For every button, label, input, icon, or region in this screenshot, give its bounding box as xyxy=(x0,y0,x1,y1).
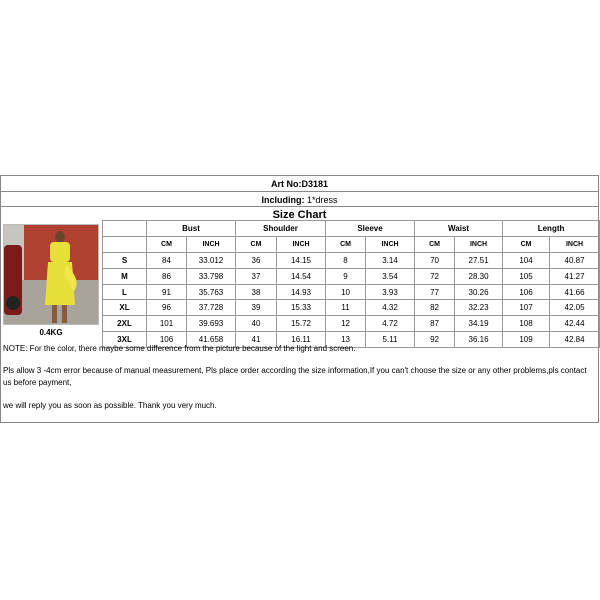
measurement-cell: 14.93 xyxy=(277,284,326,300)
measurement-cell: 28.30 xyxy=(455,268,503,284)
divider xyxy=(1,191,598,192)
measurement-cell: 91 xyxy=(147,284,187,300)
measurement-cell: 35.763 xyxy=(187,284,236,300)
table-corner-cell xyxy=(103,221,147,237)
measurement-cell: 96 xyxy=(147,300,187,316)
size-label: 3XL xyxy=(103,332,147,348)
measurement-cell: 106 xyxy=(503,284,550,300)
measurement-cell: 15.33 xyxy=(277,300,326,316)
table-row xyxy=(103,316,600,332)
measurement-cell: 108 xyxy=(503,316,550,332)
group-header: Sleeve xyxy=(326,221,415,237)
divider xyxy=(1,206,598,207)
measurement-cell: 36.16 xyxy=(455,332,503,348)
measurement-cell: 86 xyxy=(147,268,187,284)
color-note: NOTE: For the color, there maybe some difference from the picture because of the light and screen. xyxy=(3,344,356,353)
unit-header: INCH xyxy=(187,236,236,252)
measurement-cell: 41 xyxy=(236,332,277,348)
size-label: XL xyxy=(103,300,147,316)
measurement-cell: 4.32 xyxy=(366,300,415,316)
measurement-cell: 37.728 xyxy=(187,300,236,316)
measurement-cell: 104 xyxy=(503,252,550,268)
measurement-cell: 109 xyxy=(503,332,550,348)
unit-header: CM xyxy=(415,236,455,252)
product-weight: 0.4KG xyxy=(39,328,63,337)
size-chart-table xyxy=(102,220,600,348)
group-header: Waist xyxy=(415,221,503,237)
measurement-cell: 41.658 xyxy=(187,332,236,348)
measurement-cell: 42.05 xyxy=(550,300,600,316)
measurement-cell: 38 xyxy=(236,284,277,300)
unit-header: INCH xyxy=(366,236,415,252)
unit-header: CM xyxy=(326,236,366,252)
measurement-cell: 14.15 xyxy=(277,252,326,268)
including-value: 1*dress xyxy=(307,195,338,205)
measurement-cell: 39.693 xyxy=(187,316,236,332)
measurement-cell: 16.11 xyxy=(277,332,326,348)
measurement-cell: 41.66 xyxy=(550,284,600,300)
unit-header: INCH xyxy=(550,236,600,252)
measurement-cell: 32.23 xyxy=(455,300,503,316)
measurement-cell: 3.93 xyxy=(366,284,415,300)
measurement-cell: 9 xyxy=(326,268,366,284)
measurement-cell: 87 xyxy=(415,316,455,332)
reply-note: we will reply you as soon as possible. Thank you very much. xyxy=(3,401,217,410)
unit-header: CM xyxy=(147,236,187,252)
product-info-card xyxy=(0,175,599,423)
measurement-cell: 11 xyxy=(326,300,366,316)
including-label: Including: xyxy=(261,195,305,205)
measurement-cell: 42.84 xyxy=(550,332,600,348)
measurement-cell: 37 xyxy=(236,268,277,284)
table-row xyxy=(103,252,600,268)
measurement-cell: 5.11 xyxy=(366,332,415,348)
notes xyxy=(3,343,593,412)
measurement-cell: 14.54 xyxy=(277,268,326,284)
measurement-cell: 72 xyxy=(415,268,455,284)
measurement-cell: 4.72 xyxy=(366,316,415,332)
table-row xyxy=(103,284,600,300)
measurement-cell: 12 xyxy=(326,316,366,332)
table-row xyxy=(103,268,600,284)
measurement-cell: 3.54 xyxy=(366,268,415,284)
package-contents xyxy=(1,195,598,205)
measurement-cell: 70 xyxy=(415,252,455,268)
measurement-cell: 101 xyxy=(147,316,187,332)
measurement-cell: 3.14 xyxy=(366,252,415,268)
measurement-cell: 84 xyxy=(147,252,187,268)
size-chart-group-row xyxy=(103,221,600,237)
measurement-cell: 40.87 xyxy=(550,252,600,268)
size-label: M xyxy=(103,268,147,284)
size-chart-unit-row xyxy=(103,236,600,252)
art-number: Art No:D3181 xyxy=(270,179,328,189)
measurement-cell: 42.44 xyxy=(550,316,600,332)
measurement-cell: 77 xyxy=(415,284,455,300)
size-label: L xyxy=(103,284,147,300)
measurement-cell: 106 xyxy=(147,332,187,348)
size-label: S xyxy=(103,252,147,268)
group-header: Shoulder xyxy=(236,221,326,237)
table-row xyxy=(103,300,600,316)
unit-header: INCH xyxy=(455,236,503,252)
measurement-cell: 105 xyxy=(503,268,550,284)
group-header: Length xyxy=(503,221,600,237)
size-note: Pls allow 3 -4cm error because of manual measurement, Pls place order according the size information,If you can't choose the size or any other problems,pls contact us before payment, xyxy=(3,366,587,387)
size-chart-title: Size Chart xyxy=(272,209,327,221)
size-label: 2XL xyxy=(103,316,147,332)
measurement-cell: 82 xyxy=(415,300,455,316)
measurement-cell: 33.798 xyxy=(187,268,236,284)
measurement-cell: 39 xyxy=(236,300,277,316)
product-photo xyxy=(3,224,99,325)
measurement-cell: 34.19 xyxy=(455,316,503,332)
measurement-cell: 30.26 xyxy=(455,284,503,300)
measurement-cell: 10 xyxy=(326,284,366,300)
measurement-cell: 40 xyxy=(236,316,277,332)
measurement-cell: 36 xyxy=(236,252,277,268)
measurement-cell: 107 xyxy=(503,300,550,316)
unit-header: CM xyxy=(236,236,277,252)
measurement-cell: 15.72 xyxy=(277,316,326,332)
measurement-cell: 27.51 xyxy=(455,252,503,268)
measurement-cell: 8 xyxy=(326,252,366,268)
measurement-cell: 13 xyxy=(326,332,366,348)
measurement-cell: 33.012 xyxy=(187,252,236,268)
group-header: Bust xyxy=(147,221,236,237)
unit-header: INCH xyxy=(277,236,326,252)
measurement-cell: 41.27 xyxy=(550,268,600,284)
table-corner-cell xyxy=(103,236,147,252)
measurement-cell: 92 xyxy=(415,332,455,348)
unit-header: CM xyxy=(503,236,550,252)
